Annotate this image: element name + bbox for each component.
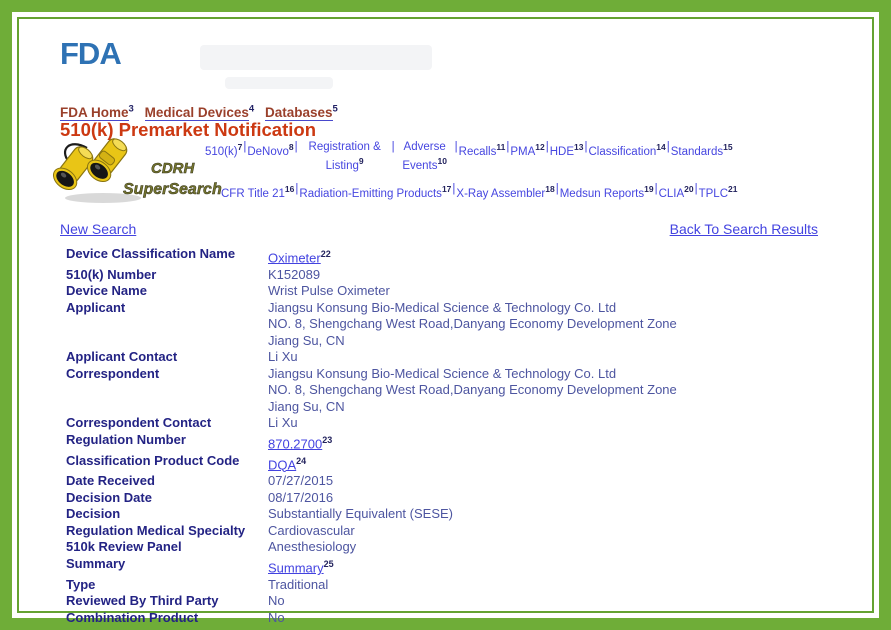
row-label: Type [66,576,96,592]
nav-sup: 13 [574,142,584,152]
row-label: Applicant Contact [66,349,178,365]
breadcrumb-databases[interactable]: Databases [264,104,333,120]
row-value: Li Xu [268,349,298,365]
row-value: K152089 [268,266,321,282]
page-title: 510(k) Premarket Notification [60,119,317,140]
nav-sup: 21 [728,183,738,194]
row-value: Traditional [268,576,329,592]
nav-sup: 19 [644,183,654,194]
row-label: Device Name [66,283,147,299]
row-label: Decision [66,506,121,522]
address-line: Jiangsu Konsung Bio-Medical Science & Technology Co. Ltd [268,299,617,315]
address-line: Jiang Su, CN [268,398,345,414]
summary-link[interactable]: Summary [268,560,324,576]
nav-standards[interactable]: Standards [670,145,724,158]
row-label: Applicant [66,299,126,315]
row-value: Li Xu [268,415,298,431]
row-label: Combination Product [66,609,199,625]
nav-separator: | [694,182,698,195]
table-row [66,490,826,507]
table-row [66,506,826,523]
nav-adverse-events[interactable]: Adverse Events [402,141,446,172]
row-label: Reviewed By Third Party [66,593,219,609]
nav-registration-listing[interactable]: Registration & Listing [308,141,381,172]
table-row [66,593,826,610]
back-to-search-results-link[interactable]: Back To Search Results [669,221,818,237]
table-row [66,366,826,416]
nav-sup: 20 [684,183,694,194]
nav-denovo[interactable]: DeNovo [247,145,289,158]
row-value [268,366,677,416]
ghost-header-subtext [225,77,333,89]
regulation-number-link[interactable]: 870.2700 [268,436,323,452]
row-value [268,300,677,350]
row-value: Wrist Pulse Oximeter [268,283,390,299]
nav-sup: 15 [723,142,733,152]
table-row [66,267,826,284]
table-row [66,610,826,627]
content-area [17,17,874,625]
frame-gap [12,12,879,625]
link-sup: 25 [323,558,334,569]
table-row [66,283,826,300]
row-label: Decision Date [66,489,152,505]
row-label: Regulation Medical Specialty [66,522,246,538]
table-row [66,246,826,267]
nav-cfr-title-21[interactable]: CFR Title 21 [221,187,285,200]
breadcrumb-medical-devices[interactable]: Medical Devices [144,104,249,120]
breadcrumb-sup: 5 [332,103,338,114]
nav-sup: 9 [358,156,364,166]
nav-separator: | [545,141,549,153]
breadcrumb-sup: 3 [128,103,134,114]
nav-separator: | [452,182,456,195]
nav-separator: | [243,141,247,153]
link-sup: 22 [320,249,331,259]
address-line: NO. 8, Shengchang West Road,Danyang Economy Development Zone [268,382,677,398]
link-sup: 24 [296,455,307,466]
row-label: Correspondent Contact [66,415,212,431]
row-value: Cardiovascular [268,522,355,538]
fda-logo[interactable]: FDA [60,36,121,71]
actions-bar [60,221,818,237]
product-code-link[interactable]: DQA [268,456,297,472]
link-sup: 23 [322,434,333,445]
nav-separator: | [666,141,670,153]
breadcrumb [60,103,345,120]
nav-separator: | [506,141,510,153]
breadcrumb-sup: 4 [248,103,255,114]
row-label: Regulation Number [66,431,186,447]
logo-text-cdrh: CDRH [151,160,195,177]
nav-clia[interactable]: CLIA [658,187,685,200]
table-row [66,453,826,474]
row-label: Device Classification Name [66,246,236,261]
nav-pma[interactable]: PMA [510,145,536,158]
nav-xray-assembler[interactable]: X-Ray Assembler [456,187,546,200]
table-row [66,556,826,577]
nav-sup: 11 [496,142,506,152]
row-value: No [268,609,285,625]
row-value: 07/27/2015 [268,473,334,489]
table-row [66,523,826,540]
table-row [66,415,826,432]
row-value: No [268,593,285,609]
nav-sup: 10 [437,156,447,166]
nav-row-2 [205,182,855,201]
table-row [66,473,826,490]
nav-sup: 17 [441,183,452,194]
nav-tplc[interactable]: TPLC [698,187,729,200]
nav-510k[interactable]: 510(k) [205,145,238,158]
address-line: NO. 8, Shengchang West Road,Danyang Economy Development Zone [268,316,677,332]
nav-medsun-reports[interactable]: Medsun Reports [559,187,645,200]
breadcrumb-fda-home[interactable]: FDA Home [60,104,129,120]
ghost-header-text [200,45,432,70]
oximeter-link[interactable]: Oximeter [268,250,321,266]
new-search-link[interactable]: New Search [60,221,137,237]
nav-sup: 16 [284,183,295,194]
nav-radiation-emitting-products[interactable]: Radiation-Emitting Products [299,187,442,200]
nav-separator: | [454,141,458,153]
address-line: Jiang Su, CN [268,332,345,348]
logo-text-supersearch: SuperSearch [123,181,222,198]
nav-separator: | [555,182,559,195]
row-label: Date Received [66,473,155,489]
table-row [66,300,826,350]
device-details-table [66,246,826,626]
nav-separator: | [584,141,588,153]
nav-separator: | [654,182,658,195]
nav-recalls[interactable]: Recalls [458,145,497,158]
row-label: 510(k) Number [66,266,157,282]
row-value: Anesthesiology [268,539,357,555]
table-row [66,539,826,556]
table-row [66,432,826,453]
row-label: Classification Product Code [66,452,240,468]
nav-hde[interactable]: HDE [549,145,575,158]
nav-sup: 18 [545,183,555,194]
nav-sup: 12 [535,142,545,152]
row-value: Substantially Equivalent (SESE) [268,506,453,522]
row-label: 510k Review Panel [66,539,182,555]
nav-classification[interactable]: Classification [588,145,657,158]
nav-row-1 [205,140,855,173]
nav-separator: | [295,182,299,195]
nav-sup: 7 [237,142,243,152]
row-label: Correspondent [66,365,160,381]
nav-sup: 14 [656,142,666,152]
row-label: Summary [66,555,126,571]
database-nav [205,140,855,201]
row-value: 08/17/2016 [268,489,334,505]
nav-sup: 8 [288,142,294,152]
nav-separator: | [294,141,298,153]
address-line: Jiangsu Konsung Bio-Medical Science & Technology Co. Ltd [268,365,617,381]
nav-separator: | [391,141,395,153]
table-row [66,577,826,594]
table-row [66,349,826,366]
